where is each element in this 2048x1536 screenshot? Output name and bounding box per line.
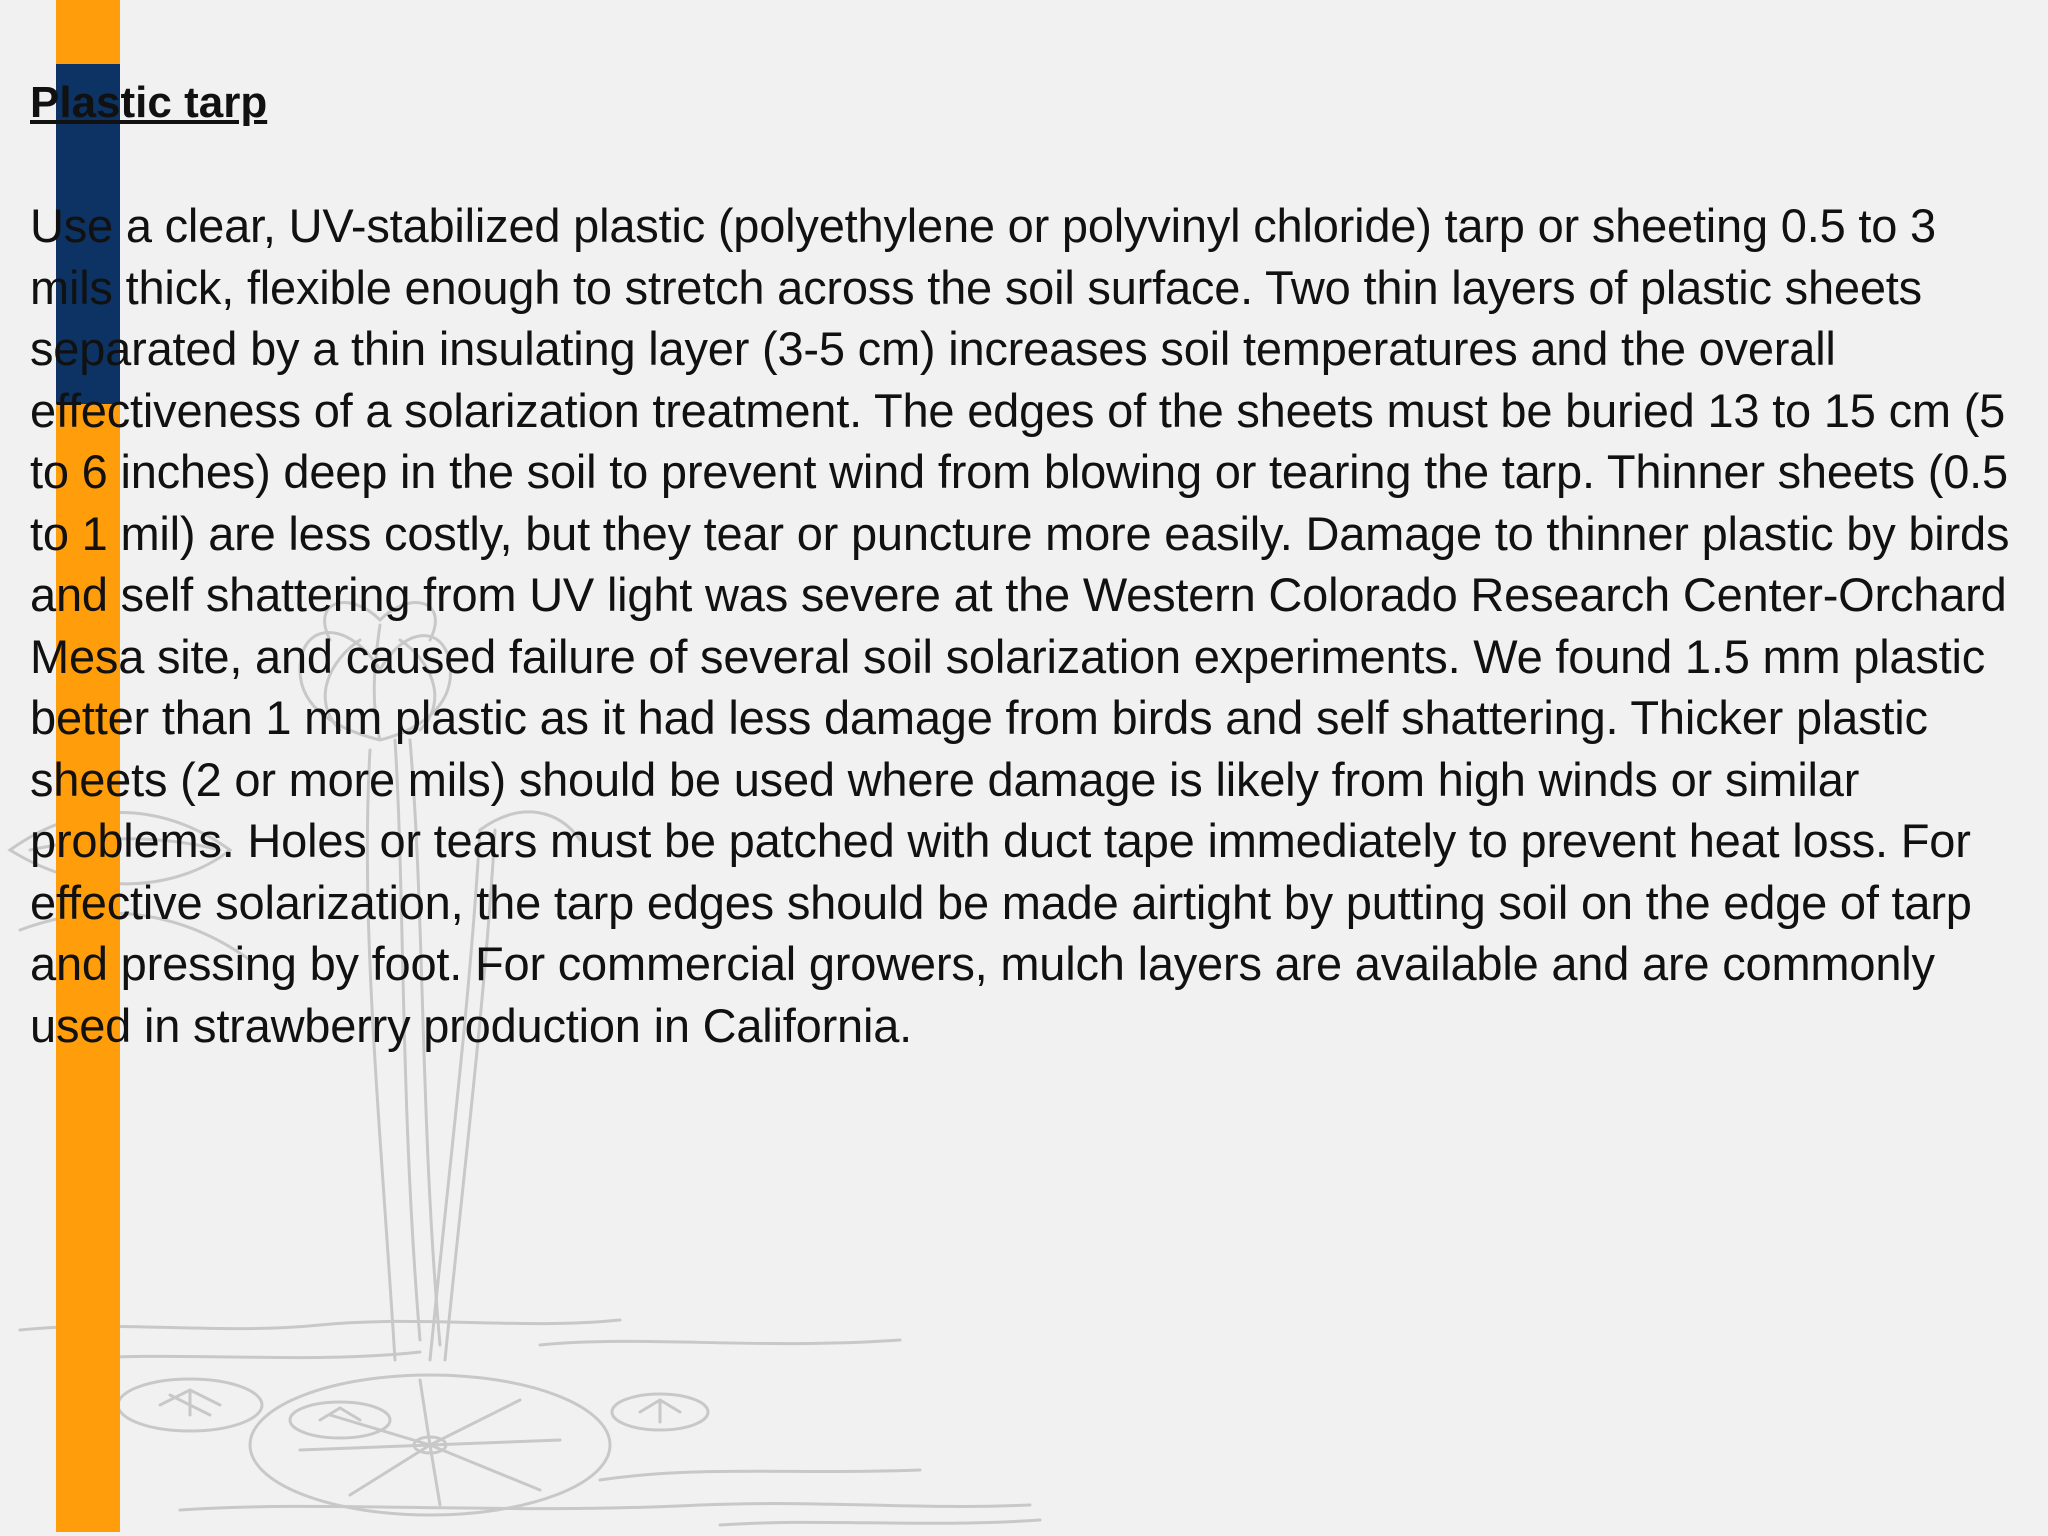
- slide-heading: Plastic tarp: [30, 78, 268, 127]
- slide-body-text: Use a clear, UV-stabilized plastic (polyethylene or polyvinyl chloride) tarp or sheeting 0.5 to 3 mils thick, flexible enough to stretch across the soil surface. Two thin layers of plastic sheets separated by a thin insulating layer (3-5 cm) increases soil temperatures and the overall effectiveness of a solarization treatment. The edges of the sheets must be buried 13 to 15 cm (5 to 6 inches) deep in the soil to prevent wind from blowing or tearing the tarp. Thinner sheets (0.5 to 1 mil) are less costly, but they tear or puncture more easily. Damage to thinner plastic by birds and self shattering from UV light was severe at the Western Colorado Research Center-Orchard Mesa site, and caused failure of several soil solarization experiments. We found 1.5 mm plastic better than 1 mm plastic as it had less damage from birds and self shattering. Thicker plastic sheets (2 or more mils) should be used where damage is likely from high winds or similar problems. Holes or tears must be patched with duct tape immediately to prevent heat loss. For effective solarization, the tarp edges should be made airtight by putting soil on the edge of tarp and pressing by foot. For commercial growers, mulch layers are available and are commonly used in strawberry production in California.: [30, 199, 2010, 1052]
- slide-content: [30, 72, 2020, 1056]
